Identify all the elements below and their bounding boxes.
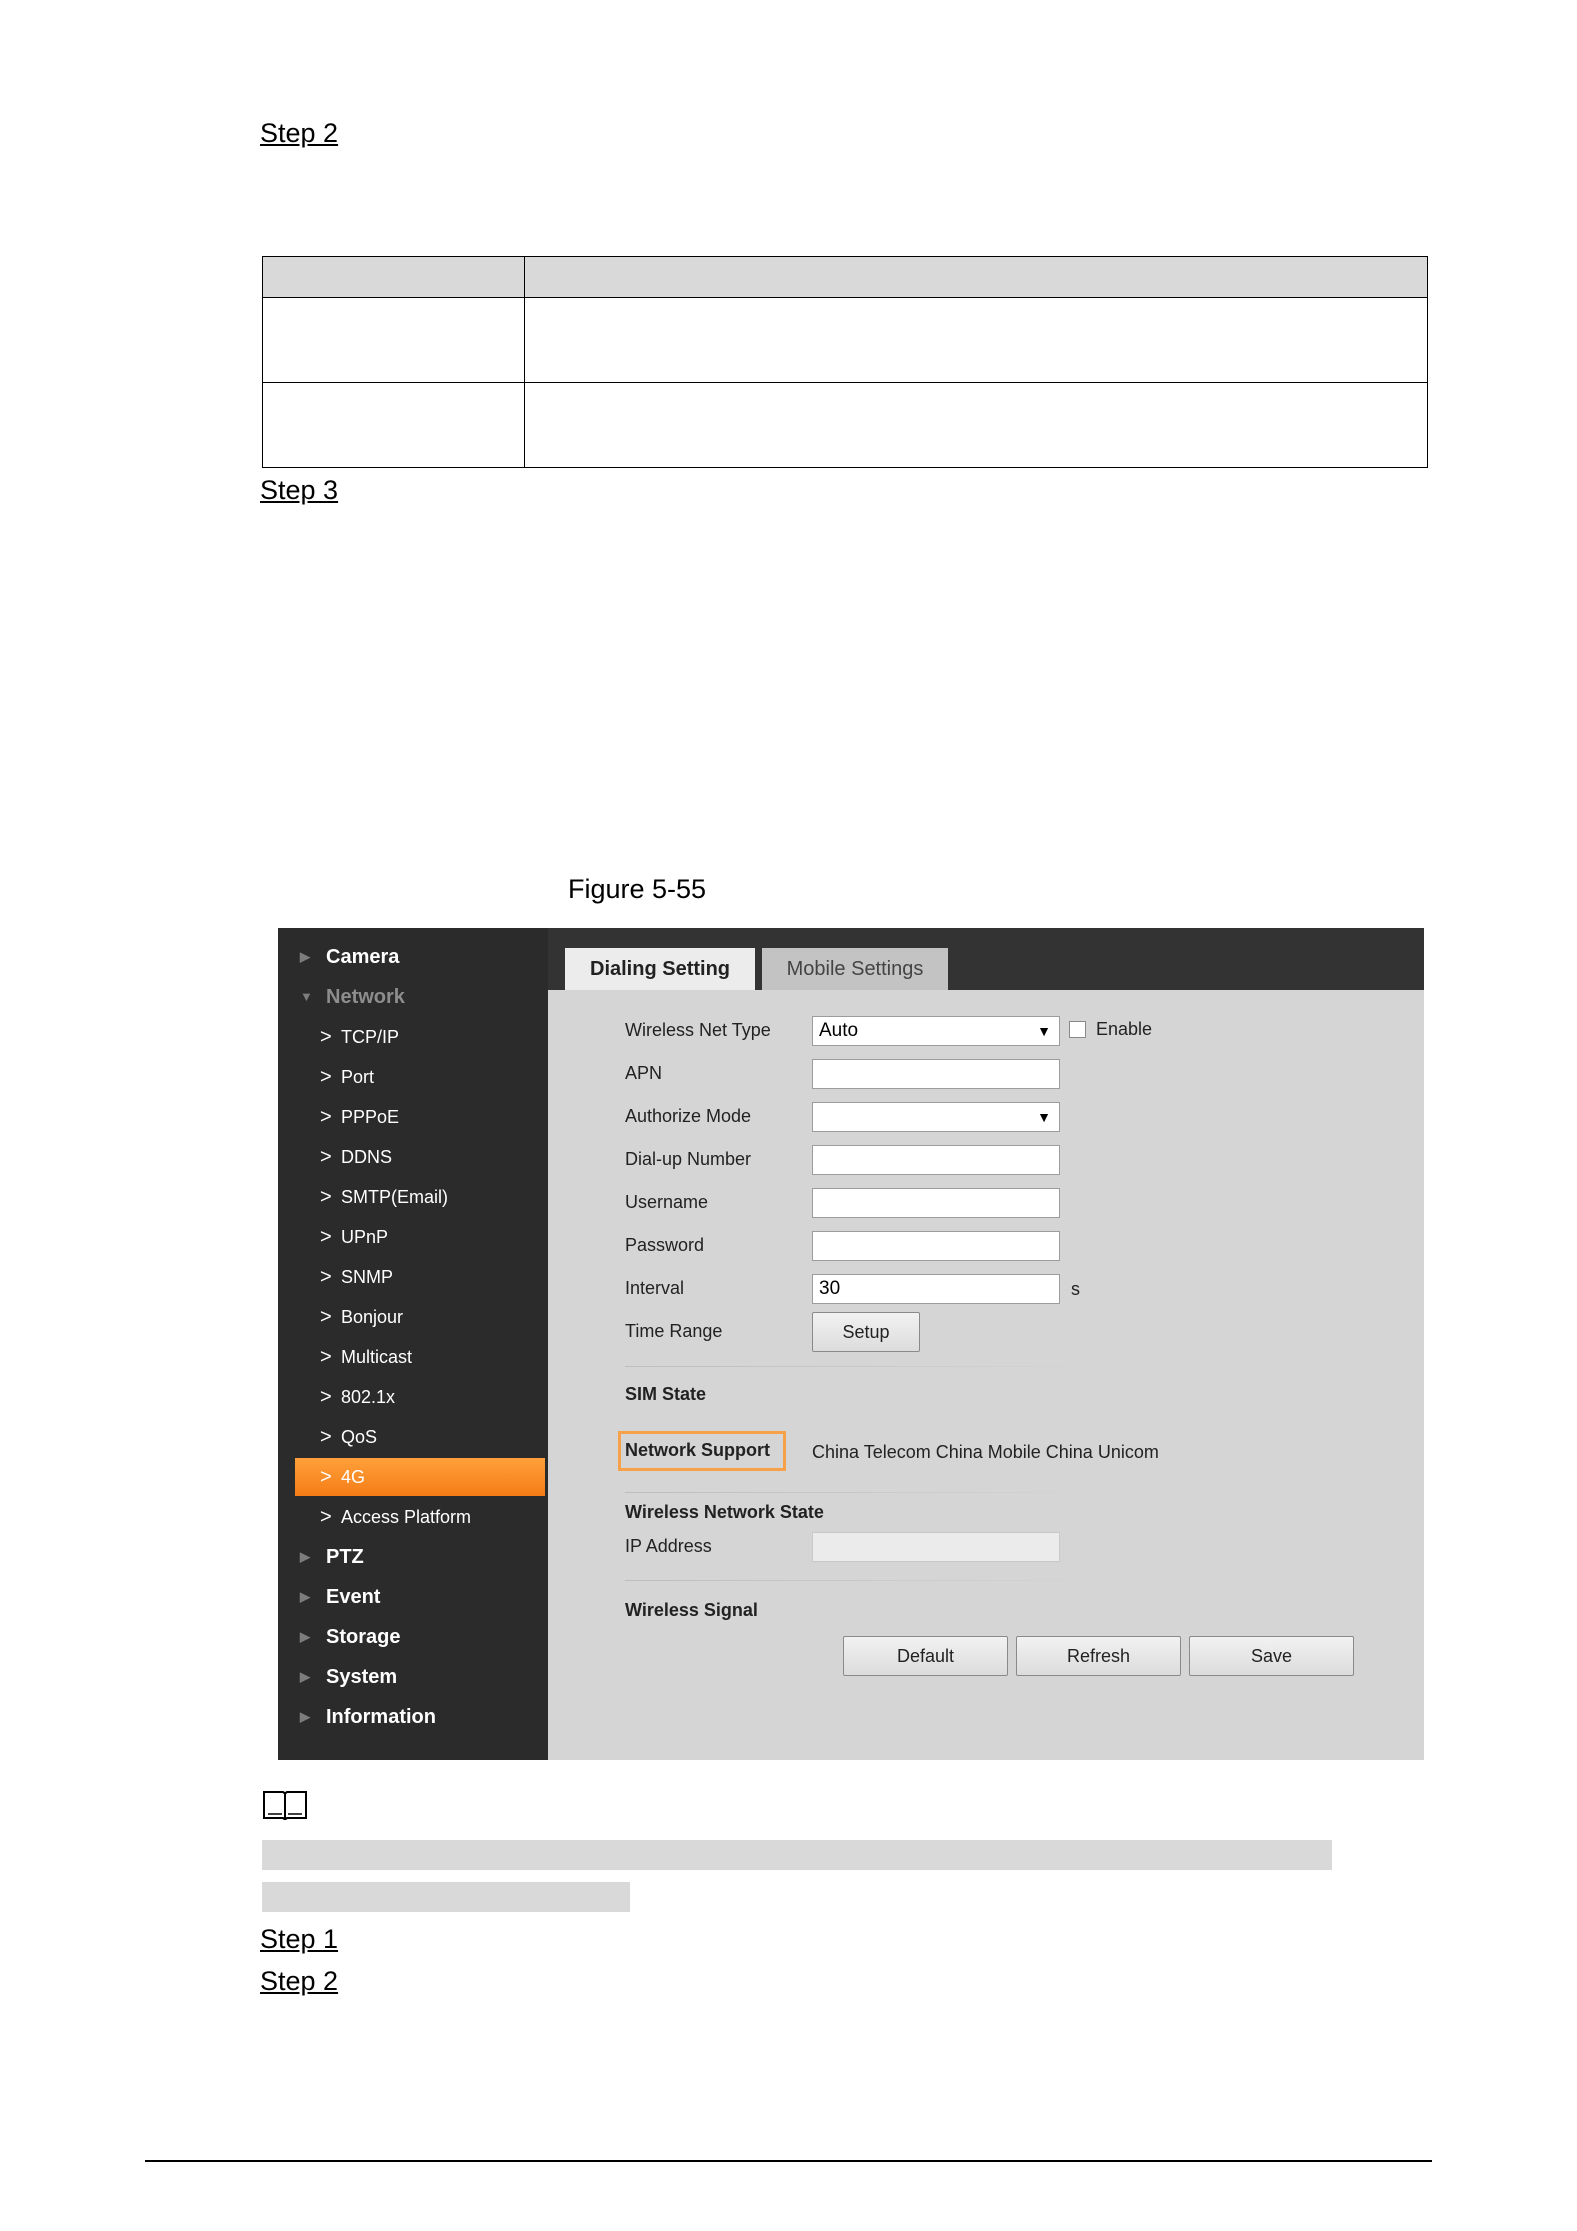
sidebar-item-label: DDNS: [341, 1147, 393, 1167]
triangle-down-icon: ▼: [300, 989, 313, 1004]
sidebar-item-label: Storage: [326, 1626, 401, 1648]
sidebar-item-label: SMTP(Email): [341, 1187, 448, 1207]
table-cell: [263, 383, 525, 468]
sidebar-item-tcpip[interactable]: [278, 1018, 548, 1056]
save-button[interactable]: Save: [1189, 1636, 1354, 1676]
refresh-button[interactable]: Refresh: [1016, 1636, 1181, 1676]
dropdown-arrow-icon: ▼: [1037, 1023, 1051, 1039]
sidebar-item-label: TCP/IP: [341, 1027, 400, 1047]
parameter-table: [262, 256, 1428, 468]
chevron-right-icon: >: [320, 1146, 332, 1168]
sidebar-item-bonjour[interactable]: [278, 1298, 548, 1336]
default-button[interactable]: Default: [843, 1636, 1008, 1676]
table-cell: [263, 298, 525, 383]
sidebar-item-camera[interactable]: [278, 938, 548, 976]
sidebar-item-port[interactable]: [278, 1058, 548, 1096]
sidebar-item-label: Network: [326, 986, 405, 1008]
interval-input[interactable]: 30: [812, 1274, 1060, 1304]
chevron-right-icon: >: [320, 1106, 332, 1128]
sidebar-item-label: Access Platform: [341, 1507, 472, 1527]
sidebar-item-ddns[interactable]: [278, 1138, 548, 1176]
time-range-label: Time Range: [625, 1321, 723, 1341]
chevron-right-icon: >: [320, 1346, 332, 1368]
ip-address-input: [812, 1532, 1060, 1562]
chevron-right-icon: >: [320, 1386, 332, 1408]
sidebar-item-label: Multicast: [341, 1347, 413, 1367]
table-cell: [525, 383, 1428, 468]
sidebar-item-multicast[interactable]: [278, 1338, 548, 1376]
chevron-right-icon: >: [320, 1186, 332, 1208]
tab-bar: [548, 928, 1424, 990]
enable-label: Enable: [1096, 1019, 1153, 1039]
ip-address-label: IP Address: [625, 1536, 712, 1556]
enable-checkbox[interactable]: [1069, 1021, 1086, 1038]
chevron-right-icon: >: [320, 1266, 332, 1288]
sidebar-item-label: 802.1x: [341, 1387, 396, 1407]
sidebar-item-label: UPnP: [341, 1227, 389, 1247]
username-input[interactable]: [812, 1188, 1060, 1218]
triangle-right-icon: ▶: [300, 1629, 310, 1644]
apn-input[interactable]: [812, 1059, 1060, 1089]
sidebar-item-label: Bonjour: [341, 1307, 404, 1327]
sidebar-item-upnp[interactable]: [278, 1218, 548, 1256]
sidebar-item-system[interactable]: [278, 1658, 548, 1696]
table-header-row: [263, 257, 1428, 298]
sidebar: [278, 928, 548, 1760]
chevron-right-icon: >: [320, 1026, 332, 1048]
interval-label: Interval: [625, 1278, 685, 1298]
network-support-value: China Telecom China Mobile China Unicom: [812, 1442, 1159, 1462]
chevron-right-icon: >: [320, 1066, 332, 1088]
sidebar-item-qos[interactable]: [278, 1418, 548, 1456]
setup-button[interactable]: Setup: [812, 1312, 920, 1352]
table-header-cell: [263, 257, 525, 298]
sidebar-item-smtp[interactable]: [278, 1178, 548, 1216]
sidebar-item-label: PTZ: [326, 1546, 364, 1568]
triangle-right-icon: ▶: [300, 1709, 310, 1724]
chevron-right-icon: >: [320, 1226, 332, 1248]
tab-dialing-setting[interactable]: Dialing Setting: [565, 948, 755, 990]
step-3-label: Step 3: [260, 475, 339, 505]
sim-state-title: SIM State: [625, 1384, 707, 1404]
network-support-label: Network Support: [625, 1440, 771, 1460]
triangle-right-icon: ▶: [300, 1669, 310, 1684]
sidebar-item-label: QoS: [341, 1427, 378, 1447]
divider: [625, 1366, 1105, 1367]
triangle-right-icon: ▶: [300, 1549, 310, 1564]
sidebar-item-event[interactable]: [278, 1578, 548, 1616]
sidebar-item-label: Event: [326, 1586, 381, 1608]
divider: [625, 1580, 1105, 1581]
footer-rule: [145, 2160, 1432, 2162]
note-text-redacted: [262, 1882, 630, 1912]
sidebar-item-label: Camera: [326, 946, 400, 968]
authorize-mode-label: Authorize Mode: [625, 1106, 752, 1126]
chevron-right-icon: >: [320, 1306, 332, 1328]
table-cell: [525, 298, 1428, 383]
step-2-label: Step 2: [260, 1966, 339, 1996]
step-2-label: Step 2: [260, 118, 339, 148]
wireless-network-state-title: Wireless Network State: [625, 1502, 824, 1522]
username-label: Username: [625, 1192, 709, 1212]
chevron-right-icon: >: [320, 1466, 332, 1488]
sidebar-item-information[interactable]: [278, 1698, 548, 1736]
wireless-net-type-value: Auto: [819, 1020, 859, 1041]
chevron-right-icon: >: [320, 1506, 332, 1528]
sidebar-item-network[interactable]: [278, 978, 548, 1016]
sidebar-item-label: 4G: [341, 1467, 366, 1487]
triangle-right-icon: ▶: [300, 1589, 310, 1604]
step-1-label: Step 1: [260, 1924, 339, 1954]
sidebar-item-snmp[interactable]: [278, 1258, 548, 1296]
wireless-net-type-select[interactable]: [812, 1016, 1060, 1046]
sidebar-item-ptz[interactable]: [278, 1538, 548, 1576]
interval-unit: s: [1071, 1279, 1080, 1299]
sidebar-item-pppoe[interactable]: [278, 1098, 548, 1136]
sidebar-item-label: PPPoE: [341, 1107, 400, 1127]
sidebar-item-4g[interactable]: [295, 1458, 545, 1496]
authorize-mode-select[interactable]: [812, 1102, 1060, 1132]
dropdown-arrow-icon: ▼: [1037, 1109, 1051, 1125]
table-row: [263, 298, 1428, 383]
wireless-net-type-label: Wireless Net Type: [625, 1020, 771, 1040]
table-row: [263, 383, 1428, 468]
dialup-number-input[interactable]: [812, 1145, 1060, 1175]
sidebar-item-storage[interactable]: [278, 1618, 548, 1656]
sidebar-item-label: Port: [341, 1067, 375, 1087]
divider: [625, 1492, 1105, 1493]
sidebar-item-label: SNMP: [341, 1267, 394, 1287]
password-label: Password: [625, 1235, 705, 1255]
sidebar-item-label: Information: [326, 1706, 436, 1728]
tab-mobile-settings[interactable]: Mobile Settings: [762, 948, 948, 990]
dialup-number-label: Dial-up Number: [625, 1149, 752, 1169]
table-header-cell: [525, 257, 1428, 298]
sidebar-item-access-platform[interactable]: [278, 1498, 548, 1536]
sidebar-item-label: System: [326, 1666, 398, 1688]
sidebar-item-8021x[interactable]: [278, 1378, 548, 1416]
triangle-right-icon: ▶: [300, 949, 310, 964]
wireless-signal-title: Wireless Signal: [625, 1600, 758, 1620]
figure-caption: Figure 5-55: [568, 874, 707, 904]
note-text-redacted: [262, 1840, 1332, 1870]
password-input[interactable]: [812, 1231, 1060, 1261]
chevron-right-icon: >: [320, 1426, 332, 1448]
apn-label: APN: [625, 1063, 663, 1083]
book-icon: [262, 1788, 308, 1822]
